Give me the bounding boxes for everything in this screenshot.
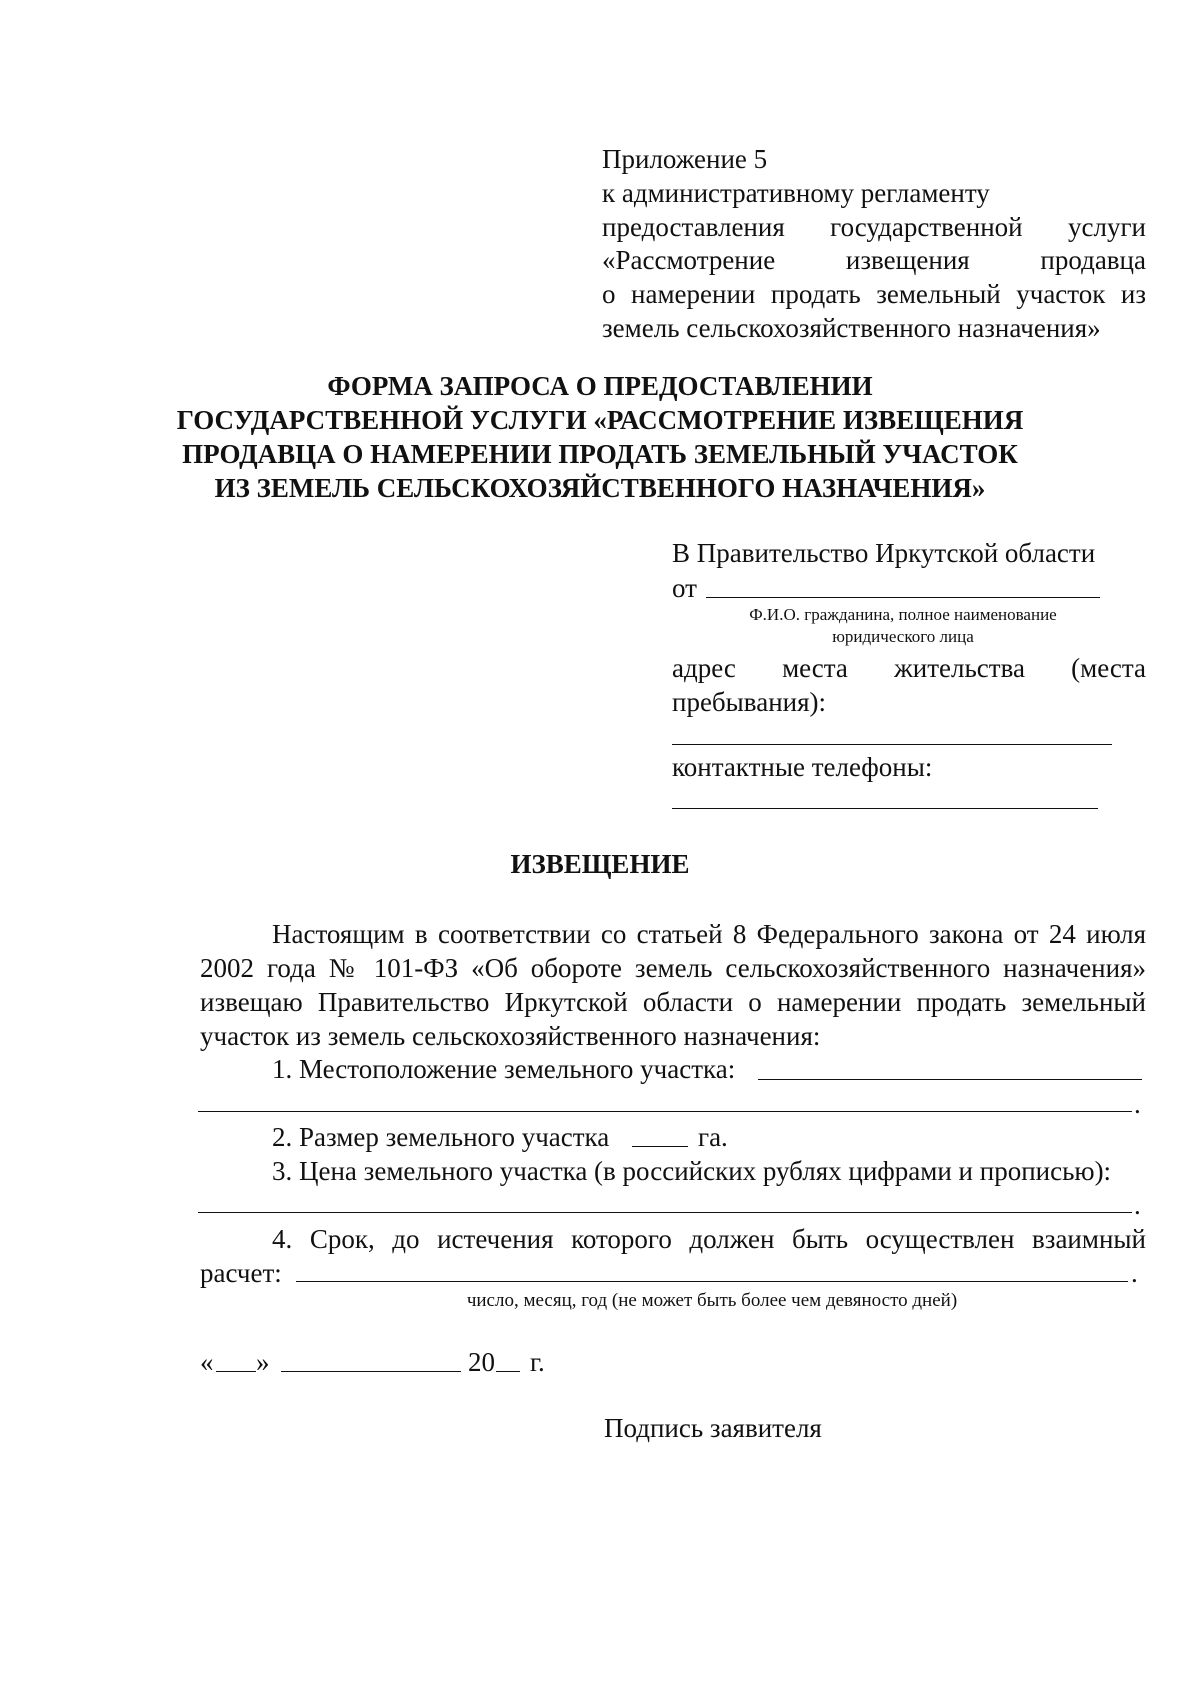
price-field[interactable] xyxy=(198,1212,1132,1213)
settlement-label: расчет: xyxy=(200,1258,282,1288)
settlement-date-field[interactable] xyxy=(296,1281,1128,1282)
month-field[interactable] xyxy=(281,1371,461,1372)
address-label: пребывания): xyxy=(672,687,826,717)
size-label: 2. Размер земельного участка xyxy=(272,1122,610,1152)
year-prefix: 20 xyxy=(468,1347,495,1377)
form-title-line: ПРОДАВЦА О НАМЕРЕНИИ ПРОДАТЬ ЗЕМЕЛЬНЫЙ УЧАСТОК xyxy=(182,439,1018,469)
period-mark: . xyxy=(1134,1089,1141,1119)
phones-field[interactable] xyxy=(672,808,1098,809)
phones-label: контактные телефоны: xyxy=(672,752,933,782)
settlement-label: 4. Срок, до истечения которого должен быть осуществлен взаимный xyxy=(272,1224,1146,1254)
appendix-line: о намерении продать земельный участок из xyxy=(602,279,1146,309)
notice-line: извещаю Правительство Иркутской области о намерении продать земельный xyxy=(200,987,1146,1017)
price-label: 3. Цена земельного участка (в российских рублях цифрами и прописью): xyxy=(272,1156,1112,1186)
period-mark: . xyxy=(1131,1258,1138,1288)
notice-line: участок из земель сельскохозяйственного назначения: xyxy=(200,1021,821,1051)
form-title-line: ГОСУДАРСТВЕННОЙ УСЛУГИ «РАССМОТРЕНИЕ ИЗВЕЩЕНИЯ xyxy=(176,405,1024,435)
size-field[interactable] xyxy=(632,1146,688,1147)
date-open-quote: « xyxy=(200,1347,214,1377)
location-field-continued[interactable] xyxy=(198,1111,1132,1112)
from-caption: юридического лица xyxy=(832,627,974,646)
from-name-field[interactable] xyxy=(706,597,1100,598)
appendix-line: «Рассмотрение извещения продавца xyxy=(602,245,1146,275)
day-field[interactable] xyxy=(216,1371,256,1372)
date-close-quote: » xyxy=(256,1347,270,1377)
settlement-caption: число, месяц, год (не может быть более чем девяносто дней) xyxy=(466,1290,958,1311)
addressee-to: В Правительство Иркутской области xyxy=(672,538,1096,568)
appendix-line: предоставления государственной услуги xyxy=(602,212,1146,242)
appendix-line: земель сельскохозяйственного назначения» xyxy=(602,313,1101,343)
form-title-line: ФОРМА ЗАПРОСА О ПРЕДОСТАВЛЕНИИ xyxy=(327,371,873,401)
notice-line: Настоящим в соответствии со статьей 8 Федерального закона от 24 июля xyxy=(272,919,1146,949)
appendix-number: Приложение 5 xyxy=(602,144,768,174)
form-title-line: ИЗ ЗЕМЕЛЬ СЕЛЬСКОХОЗЯЙСТВЕННОГО НАЗНАЧЕНИЯ» xyxy=(214,473,986,503)
address-label: адрес места жительства (места xyxy=(672,653,1146,683)
appendix-line: к административному регламенту xyxy=(602,178,990,208)
from-caption: Ф.И.О. гражданина, полное наименование xyxy=(749,605,1057,624)
notice-line: 2002 года № 101-ФЗ «Об обороте земель сельскохозяйственного назначения» xyxy=(200,953,1146,983)
location-label: 1. Местоположение земельного участка: xyxy=(272,1054,736,1084)
address-field[interactable] xyxy=(672,744,1112,745)
location-field[interactable] xyxy=(758,1079,1142,1080)
year-field[interactable] xyxy=(496,1371,520,1372)
period-mark: . xyxy=(1134,1190,1141,1220)
year-suffix: г. xyxy=(530,1347,545,1377)
size-unit: га. xyxy=(698,1122,728,1152)
signature-label: Подпись заявителя xyxy=(604,1413,822,1443)
notice-title: ИЗВЕЩЕНИЕ xyxy=(510,849,690,879)
from-label: от xyxy=(672,573,697,603)
